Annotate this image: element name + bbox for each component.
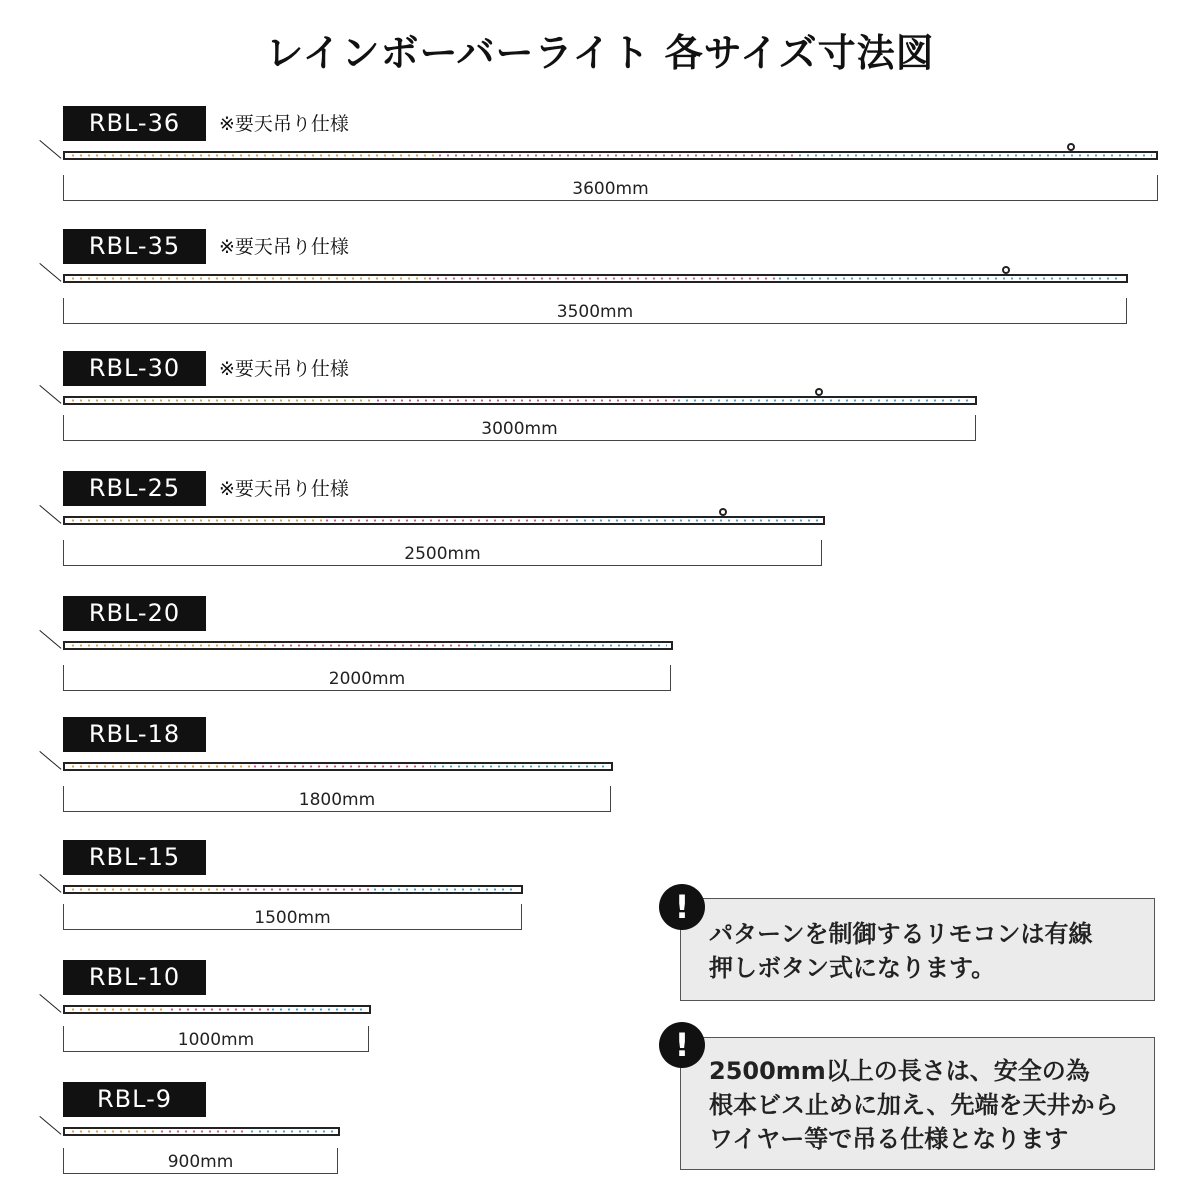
length-label: 1500mm — [254, 908, 331, 928]
light-bar — [63, 641, 673, 650]
mount-lead-line — [39, 263, 61, 282]
safety-notice — [680, 1037, 1155, 1170]
model-row-rbl-35 — [0, 229, 1200, 339]
exclamation-icon: ! — [659, 1022, 705, 1068]
light-bar — [63, 151, 1158, 160]
model-label: RBL-20 — [63, 596, 206, 631]
mount-lead-line — [39, 140, 61, 159]
led-strip — [69, 765, 251, 768]
length-label: 3500mm — [556, 302, 634, 322]
mount-lead-line — [39, 874, 61, 893]
led-strip — [573, 519, 819, 522]
exclamation-icon: ! — [659, 884, 705, 930]
hanging-hook-icon — [1002, 266, 1010, 274]
model-row-rbl-18 — [0, 717, 1200, 827]
led-strip — [796, 154, 1152, 157]
length-label: 1800mm — [298, 790, 376, 810]
mount-lead-line — [39, 751, 61, 770]
led-strip — [158, 1130, 248, 1133]
led-strip — [426, 277, 776, 280]
led-strip — [69, 399, 374, 402]
dimension-line — [63, 665, 671, 691]
led-strip — [323, 519, 573, 522]
led-strip — [251, 765, 431, 768]
hanging-hook-icon — [1067, 143, 1075, 151]
led-strip — [69, 519, 323, 522]
dimension-line — [63, 298, 1127, 324]
notice-text: パターンを制御するリモコンは有線 押しボタン式になります。 — [709, 920, 1093, 982]
ceiling-hanging-note: ※要天吊り仕様 — [219, 358, 349, 380]
led-strip — [471, 644, 667, 647]
led-strip — [431, 765, 607, 768]
led-strip — [271, 644, 471, 647]
length-label: 3600mm — [572, 179, 649, 199]
model-label: RBL-30 — [63, 351, 206, 386]
length-label: 900mm — [167, 1152, 234, 1172]
ceiling-hanging-note: ※要天吊り仕様 — [219, 478, 349, 500]
model-label: RBL-36 — [63, 106, 206, 141]
model-row-rbl-36 — [0, 106, 1200, 216]
led-strip — [371, 888, 517, 891]
ceiling-hanging-note: ※要天吊り仕様 — [219, 236, 349, 258]
hanging-hook-icon — [719, 508, 727, 516]
light-bar — [63, 1005, 371, 1014]
light-bar — [63, 516, 825, 525]
model-label: RBL-35 — [63, 229, 206, 264]
led-strip — [69, 277, 426, 280]
led-strip — [248, 1130, 334, 1133]
light-bar — [63, 762, 613, 771]
mount-lead-line — [39, 385, 61, 404]
led-strip — [374, 399, 674, 402]
light-bar — [63, 1127, 340, 1136]
led-strip — [168, 1008, 268, 1011]
model-row-rbl-20 — [0, 596, 1200, 706]
length-label: 2000mm — [328, 669, 406, 689]
mount-lead-line — [39, 1116, 61, 1135]
light-bar — [63, 885, 523, 894]
model-row-rbl-25 — [0, 471, 1200, 581]
led-strip — [69, 1008, 168, 1011]
ceiling-hanging-note: ※要天吊り仕様 — [219, 113, 349, 135]
dimension-line — [63, 415, 976, 441]
length-label: 3000mm — [481, 419, 558, 439]
led-strip — [436, 154, 796, 157]
dimension-line — [63, 904, 522, 930]
dimension-line — [63, 786, 611, 812]
led-strip — [675, 399, 971, 402]
led-strip — [269, 1008, 365, 1011]
model-label: RBL-9 — [63, 1082, 206, 1117]
led-strip — [69, 644, 271, 647]
length-label: 2500mm — [404, 544, 481, 564]
model-label: RBL-25 — [63, 471, 206, 506]
dimension-line — [63, 1148, 338, 1174]
remote-control-notice — [680, 898, 1155, 1001]
mount-lead-line — [39, 505, 61, 524]
led-strip — [69, 154, 436, 157]
notice-text: 2500mm以上の長さは、安全の為 根本ビス止めに加え、先端を天井から ワイヤー等で吊る仕様となります — [709, 1057, 1119, 1153]
led-strip — [69, 1130, 158, 1133]
led-strip — [69, 888, 220, 891]
model-label: RBL-10 — [63, 960, 206, 995]
dimension-line — [63, 1026, 369, 1052]
light-bar — [63, 274, 1128, 283]
model-label: RBL-18 — [63, 717, 206, 752]
mount-lead-line — [39, 630, 61, 649]
light-bar — [63, 396, 977, 405]
hanging-hook-icon — [815, 388, 823, 396]
led-strip — [776, 277, 1122, 280]
model-label: RBL-15 — [63, 840, 206, 875]
model-row-rbl-30 — [0, 351, 1200, 461]
dimension-line — [63, 175, 1158, 201]
mount-lead-line — [39, 994, 61, 1013]
length-label: 1000mm — [177, 1030, 255, 1050]
dimension-line — [63, 540, 822, 566]
led-strip — [220, 888, 371, 891]
page-title: レインボーバーライト 各サイズ寸法図 — [265, 31, 935, 75]
